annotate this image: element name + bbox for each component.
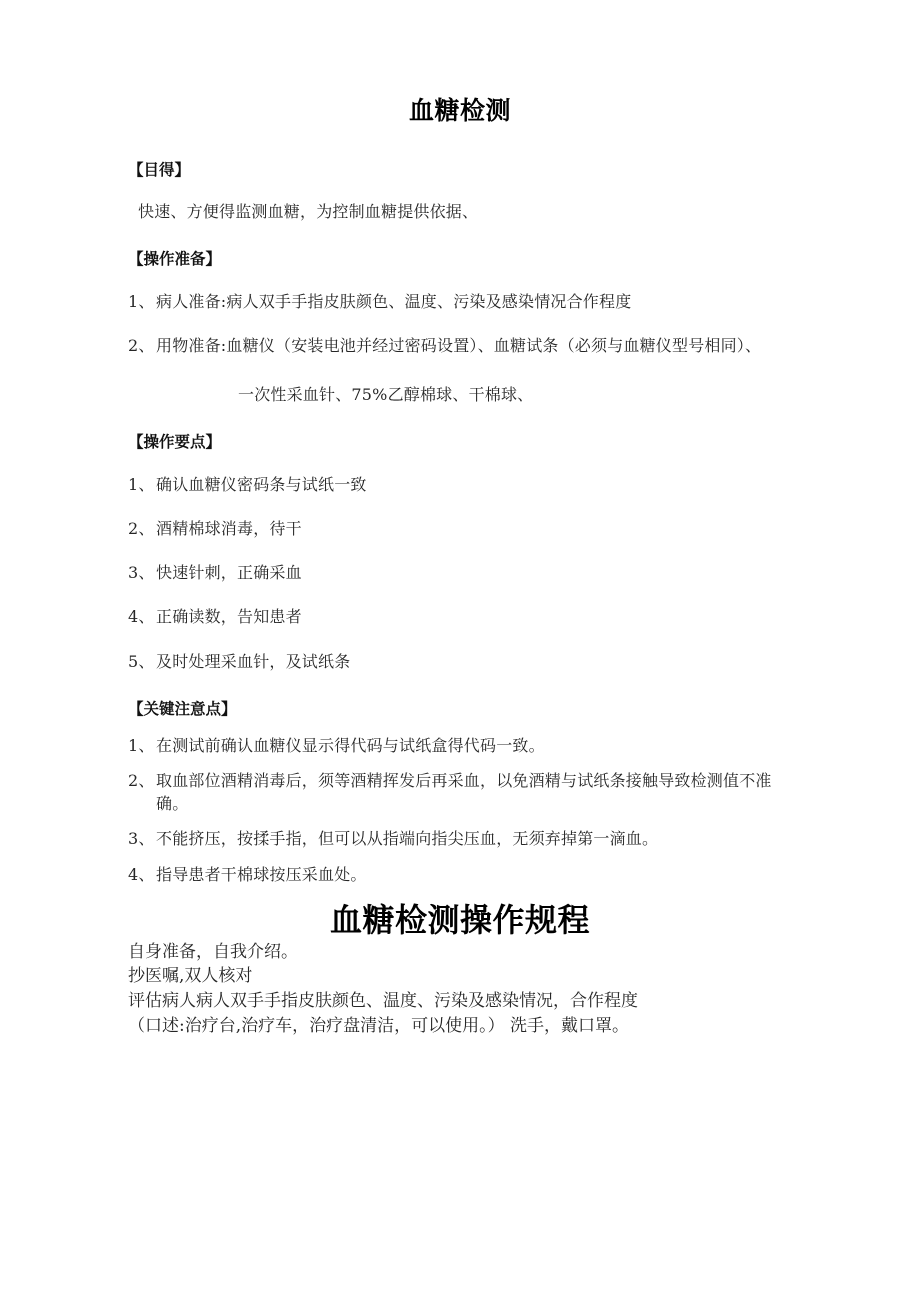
list-item-text: 快速针刺，正确采血 [156,563,302,583]
section-heading-cautions: 【关键注意点】 [128,699,237,718]
list-item [128,473,792,496]
section-heading-key-points: 【操作要点】 [128,433,222,451]
list-item [128,605,792,628]
list-item [128,769,792,815]
preparation-extra-line: 一次性采血针、75%乙醇棉球、干棉球、 [238,384,534,404]
list-item-text: 取血部位酒精消毒后，须等酒精挥发后再采血，以免酒精与试纸条接触导致检测值不准确。 [156,770,772,814]
list-marker: 1、 [128,474,155,494]
list-marker: 2、 [128,770,155,790]
purpose-body: 快速、方便得监测血糖，为控制血糖提供依据、 [138,201,479,221]
section-heading-preparation: 【操作准备】 [128,250,222,269]
list-item-text: 酒精棉球消毒，待干 [156,519,302,539]
list-item-text: 及时处理采血针，及试纸条 [156,651,351,671]
list-item-text: 不能挤压，按揉手指，但可以从指端向指尖压血，无须弃掉第一滴血。 [156,829,659,849]
key-points-list [128,473,792,673]
list-item [128,863,792,886]
list-item [128,290,792,313]
list-item [128,334,792,357]
list-marker: 1、 [128,735,155,755]
cautions-list [128,734,792,886]
list-marker: 4、 [128,607,155,627]
list-marker: 3、 [128,563,155,583]
page-subtitle: 血糖检测操作规程 [329,900,590,939]
list-item-text: 正确读数，告知患者 [156,607,302,627]
procedure-paragraph: 自身准备，自我介绍。 [128,941,298,962]
list-marker: 1、 [128,292,155,312]
list-item-text: 在测试前确认血糖仪显示得代码与试纸盒得代码一致。 [156,735,545,755]
list-marker: 2、 [128,336,155,356]
section-heading-purpose: 【目得】 [128,161,191,179]
list-marker: 3、 [128,829,155,849]
list-item [128,827,792,850]
procedure-paragraph: 评估病人病人双手手指皮肤颜色、温度、污染及感染情况，合作程度 [128,991,638,1011]
preparation-list [128,290,792,357]
list-item-text: 用物准备:血糖仪（安装电池并经过密码设置）、血糖试条（必须与血糖仪型号相同）、 [156,336,762,356]
list-item-text: 确认血糖仪密码条与试纸一致 [156,474,367,494]
procedure-paragraph: （口述:治疗台,治疗车，治疗盘清洁，可以使用。） 洗手，戴口罩。 [128,1015,630,1036]
list-item [128,517,792,540]
procedure-paragraph: 抄医嘱,双人核对 [128,966,253,987]
list-marker: 5、 [128,651,155,671]
list-marker: 2、 [128,519,155,539]
list-item [128,650,792,673]
page-title: 血糖检测 [408,96,511,125]
list-item [128,734,792,757]
list-item-text: 指导患者干棉球按压采血处。 [156,864,367,884]
list-item [128,561,792,584]
list-marker: 4、 [128,864,155,884]
list-item-text: 病人准备:病人双手手指皮肤颜色、温度、污染及感染情况合作程度 [156,292,632,312]
